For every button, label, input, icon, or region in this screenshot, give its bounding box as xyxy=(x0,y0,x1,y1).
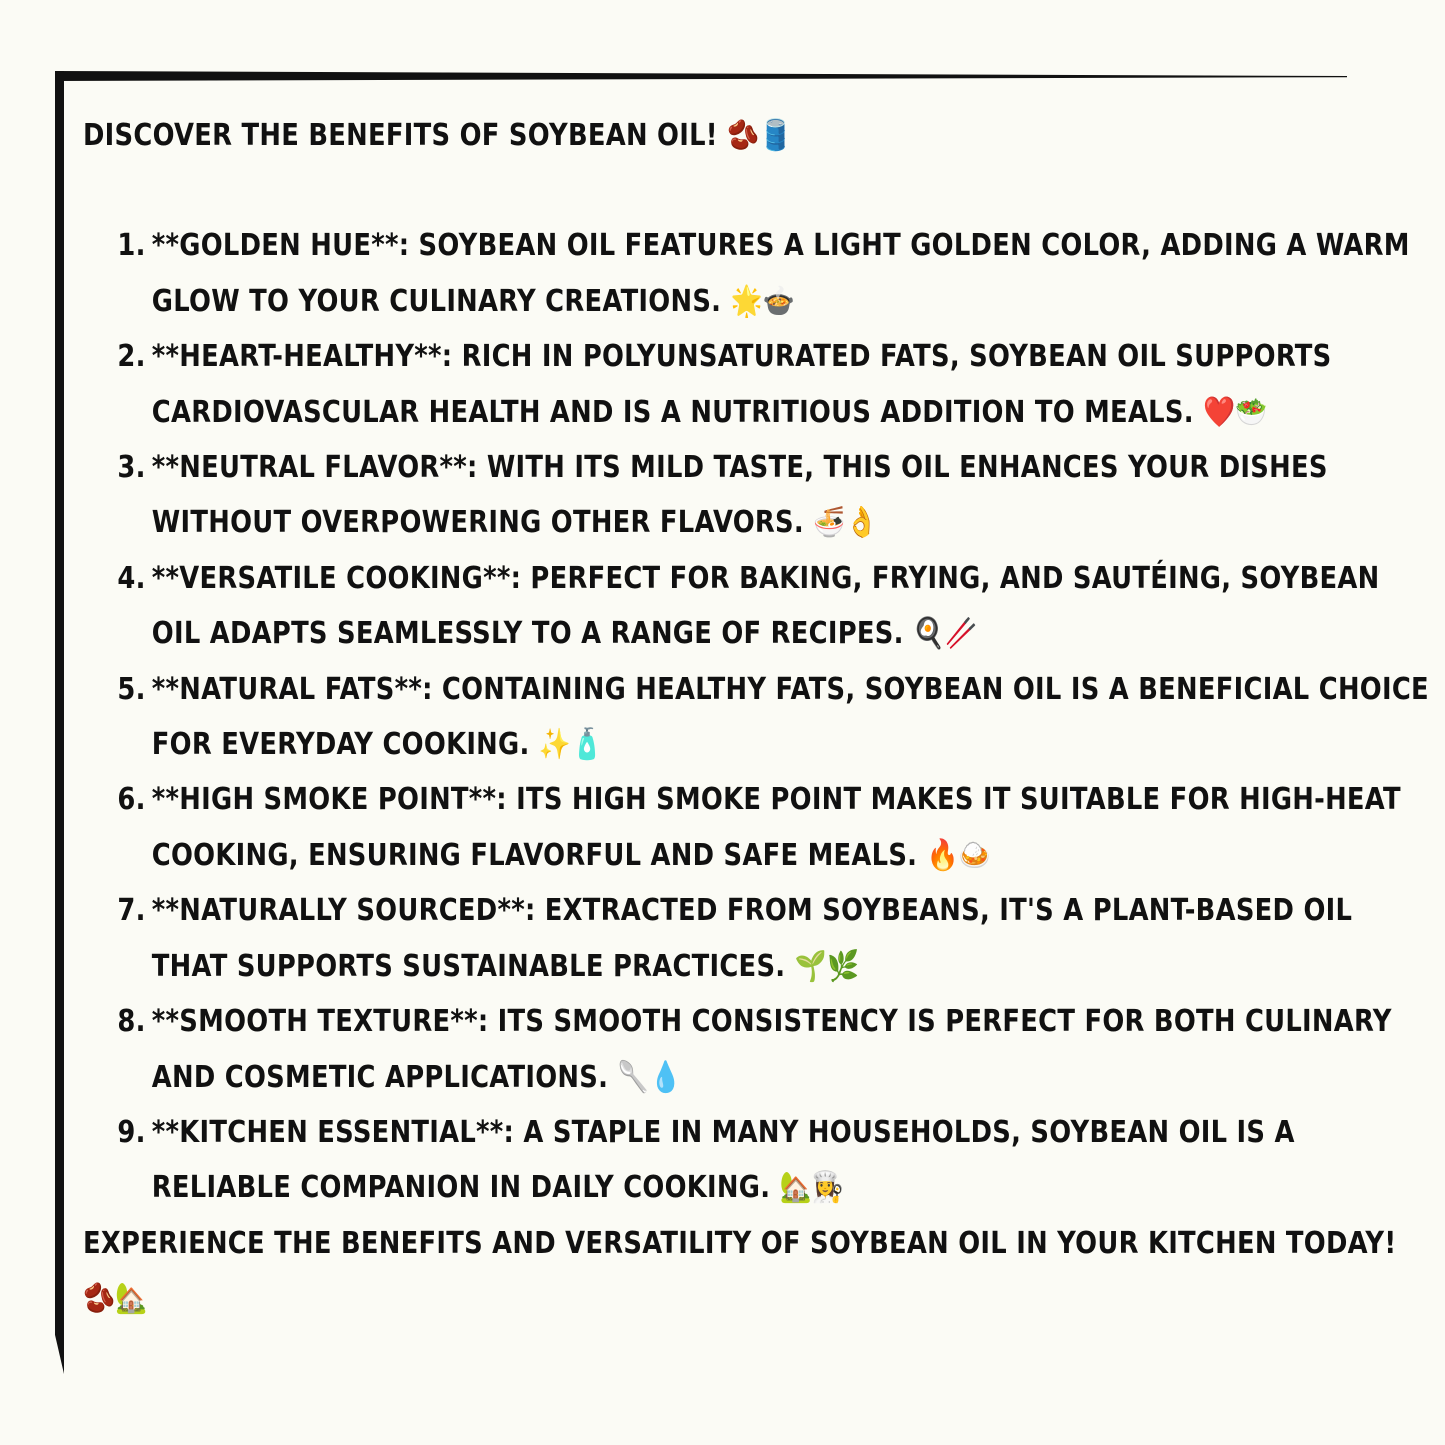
heading-text: DISCOVER THE BENEFITS OF SOYBEAN OIL! xyxy=(83,118,718,153)
item-text: **HEART-HEALTHY**: RICH IN POLYUNSATURATED FATS, SOYBEAN OIL SUPPORTS CARDIOVASCULAR HEALTH AND IS A NUTRITIOUS ADDITION TO MEALS. xyxy=(151,339,1332,430)
item-number: 2. xyxy=(117,339,146,375)
item-text: **VERSATILE COOKING**: PERFECT FOR BAKING, FRYING, AND SAUTÉING, SOYBEAN OIL ADAPTS SEAMLESSLY TO A RANGE OF RECIPES. xyxy=(151,560,1380,652)
list-item xyxy=(83,329,1433,440)
list-item xyxy=(83,994,1433,1105)
item-number: 1. xyxy=(117,228,146,264)
item-number: 9. xyxy=(117,1114,146,1150)
item-text: **GOLDEN HUE**: SOYBEAN OIL FEATURES A LIGHT GOLDEN COLOR, ADDING A WARM GLOW TO YOUR CULINARY CREATIONS. xyxy=(151,228,1410,319)
item-text: **SMOOTH TEXTURE**: ITS SMOOTH CONSISTENCY IS PERFECT FOR BOTH CULINARY AND COSMETIC APPLICATIONS. xyxy=(151,1004,1392,1095)
list-item xyxy=(83,551,1433,662)
item-emoji-icon: ✨🧴 xyxy=(538,727,604,763)
heading-emoji-icon: 🫘🛢️ xyxy=(727,118,792,153)
item-text: **NATURALLY SOURCED**: EXTRACTED FROM SOYBEANS, IT'S A PLANT-BASED OIL THAT SUPPORTS SUSTAINABLE PRACTICES. xyxy=(151,893,1353,984)
list-item xyxy=(83,883,1433,994)
item-emoji-icon: 🍳🥢 xyxy=(912,616,978,652)
item-number: 4. xyxy=(117,560,146,596)
list-item xyxy=(83,440,1433,551)
item-emoji-icon: 🌟🍲 xyxy=(730,283,796,319)
item-emoji-icon: 🥄💧 xyxy=(617,1059,683,1095)
frame-top-border xyxy=(55,71,1347,81)
item-emoji-icon: 🔥🍛 xyxy=(926,837,992,873)
item-number: 6. xyxy=(117,782,146,818)
list-item xyxy=(83,772,1433,883)
item-number: 3. xyxy=(117,450,146,486)
item-emoji-icon: ❤️🥗 xyxy=(1203,394,1268,430)
spacer xyxy=(83,163,1201,218)
list-item xyxy=(83,218,1433,329)
heading xyxy=(83,108,1201,163)
item-text: **KITCHEN ESSENTIAL**: A STAPLE IN MANY HOUSEHOLDS, SOYBEAN OIL IS A RELIABLE COMPANION IN DAILY COOKING. xyxy=(151,1114,1295,1206)
closing-line xyxy=(83,1216,1425,1327)
list-item xyxy=(83,662,1433,773)
item-number: 7. xyxy=(117,893,146,929)
item-number: 5. xyxy=(117,671,146,707)
item-emoji-icon: 🍜👌 xyxy=(813,505,878,541)
item-text: **HIGH SMOKE POINT**: ITS HIGH SMOKE POINT MAKES IT SUITABLE FOR HIGH-HEAT COOKING, ENSURING FLAVORFUL AND SAFE MEALS. xyxy=(151,782,1401,873)
post-content xyxy=(83,108,1429,1327)
item-number: 8. xyxy=(117,1004,146,1040)
benefit-list xyxy=(83,218,1429,1215)
item-text: **NEUTRAL FLAVOR**: WITH ITS MILD TASTE, THIS OIL ENHANCES YOUR DISHES WITHOUT OVERPOWERING OTHER FLAVORS. xyxy=(151,450,1328,541)
closing-text: EXPERIENCE THE BENEFITS AND VERSATILITY OF SOYBEAN OIL IN YOUR KITCHEN TODAY! xyxy=(83,1225,1397,1261)
closing-emoji-icon: 🫘🏡 xyxy=(83,1281,148,1317)
item-emoji-icon: 🏡👩‍🍳 xyxy=(779,1170,845,1206)
item-text: **NATURAL FATS**: CONTAINING HEALTHY FATS, SOYBEAN OIL IS A BENEFICIAL CHOICE FOR EVERYDAY COOKING. xyxy=(151,671,1429,763)
frame-left-border xyxy=(55,71,64,1374)
item-emoji-icon: 🌱🌿 xyxy=(794,948,860,984)
list-item xyxy=(83,1105,1433,1216)
